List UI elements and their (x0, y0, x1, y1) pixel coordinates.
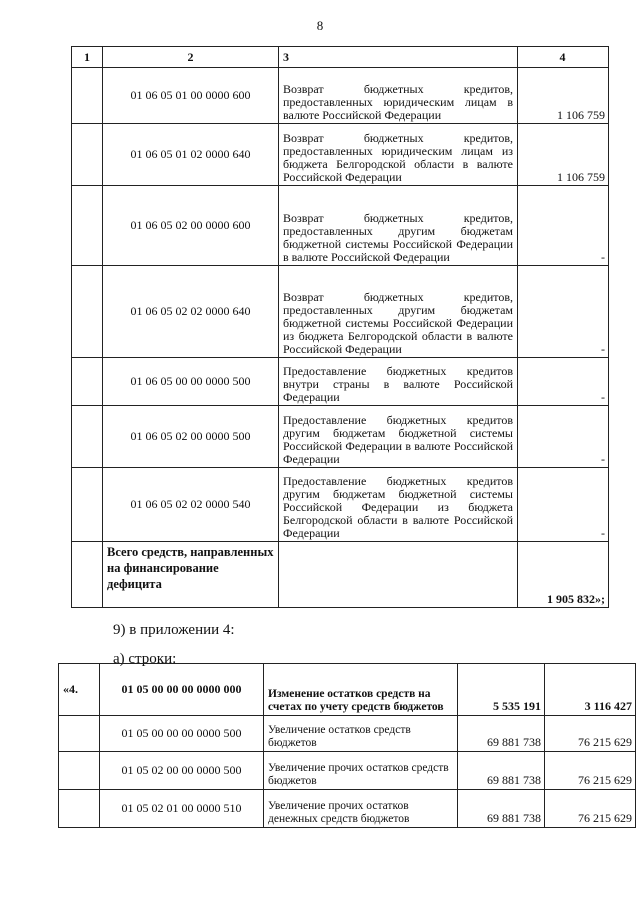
paragraph-a: а) строки: (113, 651, 177, 667)
row-mark: «4. (59, 664, 100, 716)
row-mark (59, 752, 100, 790)
table-row (72, 68, 609, 124)
row-code: 01 06 05 01 00 0000 600 (103, 68, 279, 124)
page-number: 8 (316, 18, 324, 33)
balance-changes-table (58, 663, 636, 828)
row-code: 01 06 05 02 02 0000 540 (103, 468, 279, 542)
row-value: - (518, 358, 609, 406)
column-header-1: 1 (72, 47, 103, 68)
row-code: 01 05 00 00 00 0000 000 (100, 664, 264, 716)
financing-sources-table (71, 46, 609, 608)
table-row (72, 266, 609, 358)
row-value: - (518, 266, 609, 358)
row-value: - (518, 468, 609, 542)
row-mark (59, 716, 100, 752)
row-value-1: 5 535 191 (458, 664, 545, 716)
total-row (72, 542, 609, 608)
row-name: Возврат бюджетных кредитов, предоставленных юридическим лицам в валюте Российской Федерации (279, 68, 518, 124)
table-row (72, 186, 609, 266)
column-header-3: 3 (279, 47, 518, 68)
column-header-4: 4 (518, 47, 609, 68)
paragraph-9: 9) в приложении 4: (113, 622, 235, 638)
row-code: 01 05 02 01 00 0000 510 (100, 790, 264, 828)
row-code: 01 05 00 00 00 0000 500 (100, 716, 264, 752)
row-value: 1 106 759 (518, 68, 609, 124)
total-label: Всего средств, направленных на финансирование дефицита (103, 542, 279, 608)
row-name: Предоставление бюджетных кредитов внутри страны в валюте Российской Федерации (279, 358, 518, 406)
table-row (59, 664, 636, 716)
row-name: Возврат бюджетных кредитов, предоставленных юридическим лицам из бюджета Белгородской области в валюте Российской Федерации (279, 124, 518, 186)
row-name: Предоставление бюджетных кредитов другим бюджетам бюджетной системы Российской Федерации из бюджета Белгородской области в валюте Российской Федерации (279, 468, 518, 542)
row-name: Увеличение прочих остатков денежных средств бюджетов (264, 790, 458, 828)
column-header-2: 2 (103, 47, 279, 68)
table-row (72, 124, 609, 186)
row-value-2: 76 215 629 (545, 716, 636, 752)
row-value: - (518, 186, 609, 266)
row-name: Увеличение прочих остатков средств бюджетов (264, 752, 458, 790)
table-header-row (72, 47, 609, 68)
row-value-2: 3 116 427 (545, 664, 636, 716)
row-code: 01 06 05 01 02 0000 640 (103, 124, 279, 186)
row-code: 01 06 05 02 00 0000 500 (103, 406, 279, 468)
total-value: 1 905 832»; (518, 542, 609, 608)
table-row (59, 716, 636, 752)
row-mark (59, 790, 100, 828)
table-row (72, 468, 609, 542)
row-value: - (518, 406, 609, 468)
row-value-2: 76 215 629 (545, 752, 636, 790)
row-name: Возврат бюджетных кредитов, предоставленных другим бюджетам бюджетной системы Российской Федерации в валюте Российской Федерации (279, 186, 518, 266)
row-name: Увеличение остатков средств бюджетов (264, 716, 458, 752)
row-name: Возврат бюджетных кредитов, предоставленных другим бюджетам бюджетной системы Российской Федерации из бюджета Белгородской области в валюте Российской Федерации (279, 266, 518, 358)
table-row (72, 358, 609, 406)
row-value: 1 106 759 (518, 124, 609, 186)
table-row (72, 406, 609, 468)
row-code: 01 06 05 02 00 0000 600 (103, 186, 279, 266)
row-value-1: 69 881 738 (458, 790, 545, 828)
table-row (59, 790, 636, 828)
row-value-2: 76 215 629 (545, 790, 636, 828)
row-code: 01 05 02 00 00 0000 500 (100, 752, 264, 790)
table-row (59, 752, 636, 790)
row-name: Изменение остатков средств на счетах по учету средств бюджетов (264, 664, 458, 716)
row-value-1: 69 881 738 (458, 716, 545, 752)
row-code: 01 06 05 00 00 0000 500 (103, 358, 279, 406)
row-code: 01 06 05 02 02 0000 640 (103, 266, 279, 358)
row-name: Предоставление бюджетных кредитов другим бюджетам бюджетной системы Российской Федерации в валюте Российской Федерации (279, 406, 518, 468)
row-value-1: 69 881 738 (458, 752, 545, 790)
